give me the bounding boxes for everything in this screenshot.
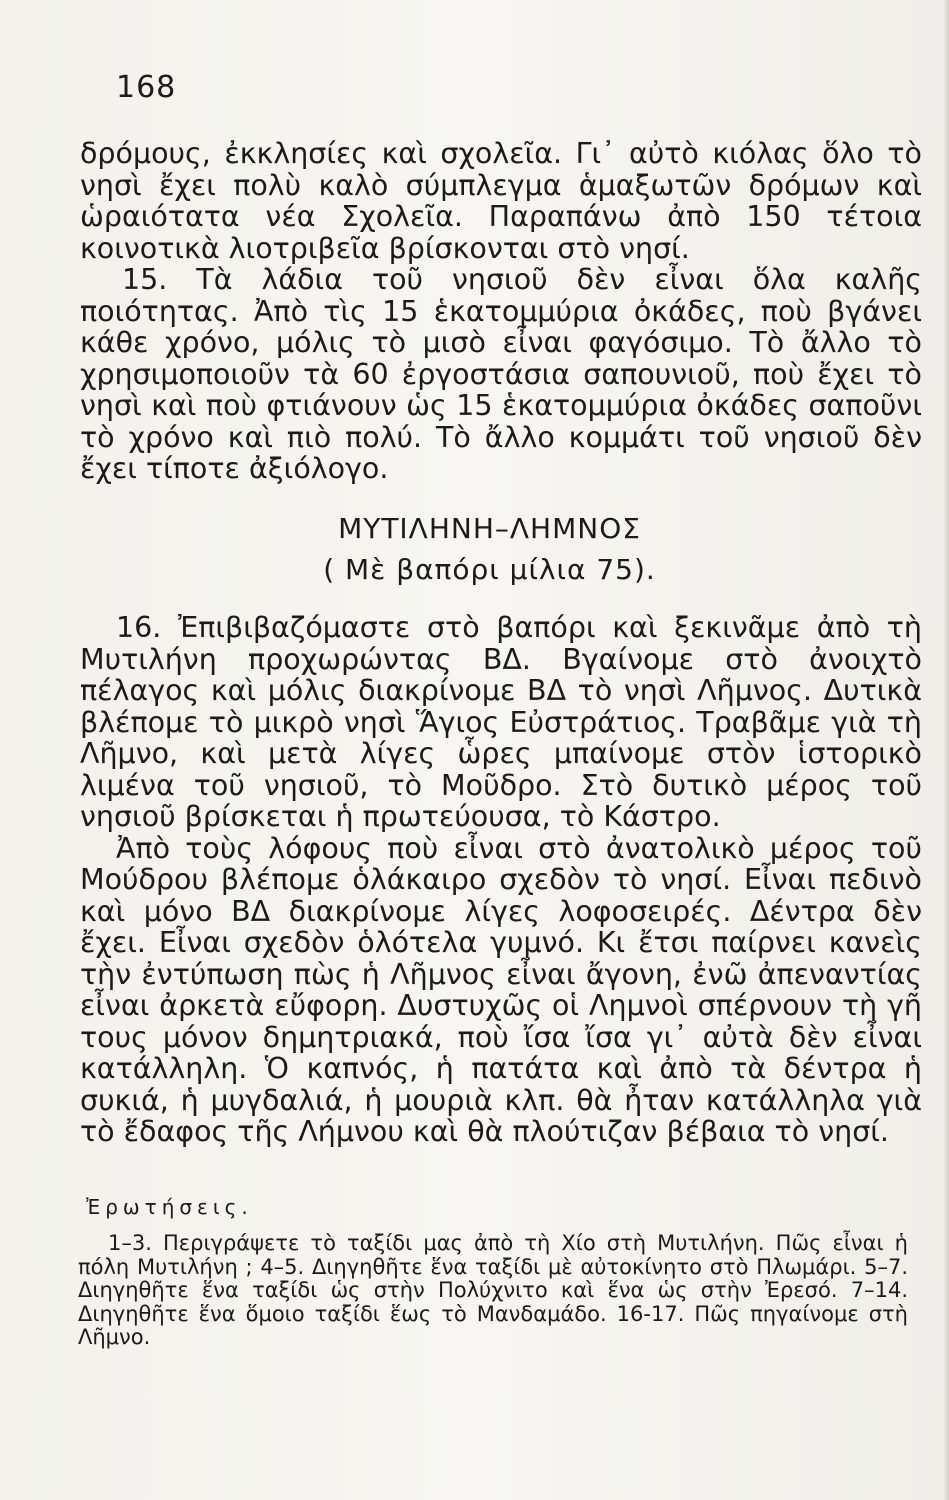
page-number: 168 — [116, 70, 177, 105]
paragraph-roads-schools: δρόμους, ἐκκλησίες καὶ σχολεῖα. Γι᾽ αὐτὸ κιόλας ὅλο τὸ νησὶ ἔχει πολὺ καλὸ σύμπλεγμα ἁμαξωτῶν δρόμων καὶ ὡραιότατα νέα Σχολεῖα. Παραπάνω ἀπὸ 150 τέτοια κοινοτικὰ λιοτριβεῖα βρίσκονται στὸ νησί. — [80, 137, 922, 265]
section-mytilene-lemnos — [80, 612, 922, 1148]
questions-text: 1–3. Περιγράψετε τὸ ταξίδι μας ἀπὸ τὴ Χίο στὴ Μυτιλήνη. Πῶς εἶναι ἡ πόλη Μυτιλήνη ; 4–5. Διηγηθῆτε ἕνα ταξίδι μὲ αὐτοκίνητο στὸ Πλωμάρι. 5–7. Διηγηθῆτε ἕνα ταξίδι ὡς στὴν Πολύχνιτο καὶ ἕνα ὡς στὴν Ἐρεσό. 7–14. Διηγηθῆτε ἕνα ὅμοιο ταξίδι ἕως τὸ Μανδαμάδο. 16-17. Πῶς πηγαίνομε στὴ Λῆμνο. — [78, 1231, 908, 1349]
paragraph-lemnos-land: Ἀπὸ τοὺς λόφους ποὺ εἶναι στὸ ἀνατολικὸ μέρος τοῦ Μούδρου βλέπομε ὁλάκαιρο σχεδὸν τὸ νησί. Εἶναι πεδινὸ καὶ μόνο ΒΔ διακρίνομε λίγες λοφοσειρές. Δέντρα δὲν ἔχει. Εἶναι σχεδὸν ὁλότελα γυμνό. Κι ἔτσι παίρνει κανεὶς τὴν ἐντύπωση πὼς ἡ Λῆμνος εἶναι ἄγονη, ἐνῶ ἀπεναντίας εἶναι ἀρκετὰ εὔφορη. Δυστυχῶς οἱ Λημνοὶ σπέρνουν τὴ γῆ τους μόνον δημητριακά, ποὺ ἴσα ἴσα γι᾽ αὐτὰ δὲν εἶναι κατάλληλη. Ὁ καπνός, ἡ πατάτα καὶ ἀπὸ τὰ δέντρα ἡ συκιά, ἡ μυγδαλιά, ἡ μουριὰ κλπ. θὰ ἦταν κατάλληλα γιὰ τὸ ἔδαφος τῆς Λήμνου καὶ θὰ πλούτιζαν βέβαια τὸ νησί. — [80, 831, 922, 1148]
section-subheading: ( Μὲ βαπόρι μίλια 75). — [323, 553, 656, 586]
paragraph-voyage: 16. Ἐπιβιβαζόμαστε στὸ βαπόρι καὶ ξεκινᾶμε ἀπὸ τὴ Μυτιλήνη προχωρώντας ΒΔ. Βγαίνομε στὸ ἀνοιχτὸ πέλαγος καὶ μόλις διακρίνομε ΒΔ τὸ νησὶ Λῆμνος. Δυτικὰ βλέπομε τὸ μικρὸ νησὶ Ἅγιος Εὐστράτιος. Τραβᾶμε γιὰ τὴ Λῆμνο, καὶ μετὰ λίγες ὧρες μπαίνομε στὸν ἱστορικὸ λιμένα τοῦ νησιοῦ, τὸ Μοῦδρο. Στὸ δυτικὸ μέρος τοῦ νησιοῦ βρίσκεται ἡ πρωτεύουσα, τὸ Κάστρο. — [80, 611, 922, 833]
page-edge-shadow — [943, 0, 949, 1500]
paragraph-olive-oil: 15. Τὰ λάδια τοῦ νησιοῦ δὲν εἶναι ὅλα καλῆς ποιότητας. Ἀπὸ τὶς 15 ἑκατομμύρια ὀκάδες, ποὺ βγάνει κάθε χρόνο, μόλις τὸ μισὸ εἶναι φαγόσιμο. Τὸ ἄλλο τὸ χρησιμοποιοῦν τὰ 60 ἐργοστάσια σαπουνιοῦ, ποὺ ἔχει τὸ νησὶ καὶ ποὺ φτιάνουν ὡς 15 ἑκατομμύρια ὀκάδες σαποῦνι τὸ χρόνο καὶ πιὸ πολύ. Τὸ ἄλλο κομμάτι τοῦ νησιοῦ δὲν ἔχει τίποτε ἀξιόλογο. — [80, 263, 922, 485]
questions-title: Ἐρωτήσεις. — [86, 1195, 253, 1219]
section-soap-and-oil — [80, 138, 922, 485]
section-heading: ΜΥΤΙΛΗΝΗ–ΛΗΜΝΟΣ — [338, 512, 641, 545]
